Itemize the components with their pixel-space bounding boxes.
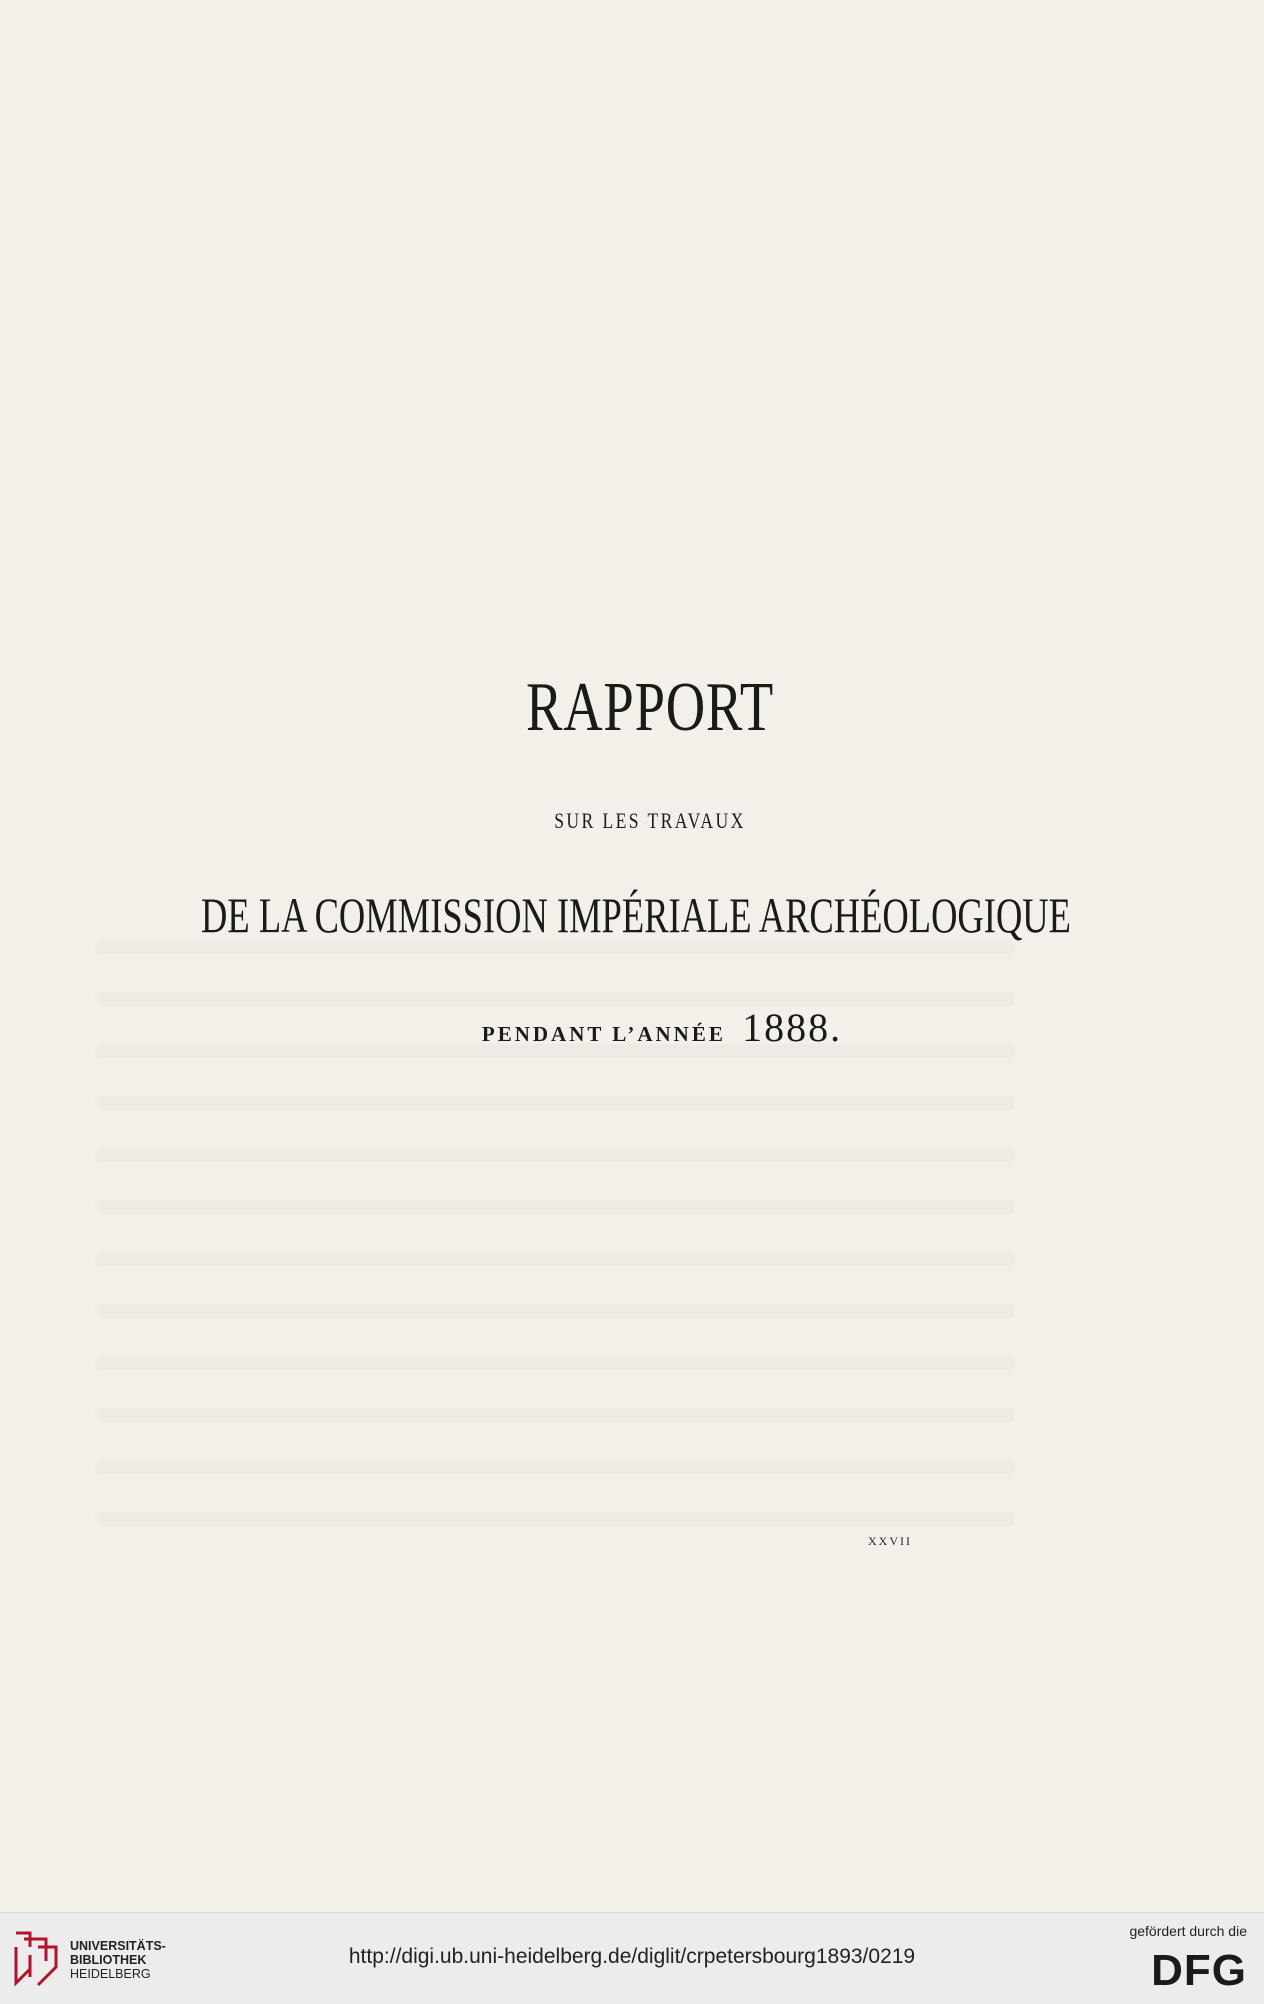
bleed-through-line xyxy=(95,1408,1015,1422)
library-name-line3: HEIDELBERG xyxy=(70,1967,151,1981)
library-name-line1: UNIVERSITÄTS- xyxy=(70,1939,166,1953)
permalink-url[interactable]: http://digi.ub.uni-heidelberg.de/diglit/crpetersbourg1893/0219 xyxy=(348,1945,916,1968)
bleed-through-line xyxy=(95,1096,1015,1110)
funding-label: gefördert durch die xyxy=(1129,1923,1247,1939)
bleed-through-line xyxy=(95,1460,1015,1474)
bleed-through-line xyxy=(95,1304,1015,1318)
subtitle: SUR LES TRAVAUX xyxy=(554,808,746,833)
library-name-line2: BIBLIOTHEK xyxy=(70,1953,147,1967)
page-title: RAPPORT xyxy=(526,669,774,746)
viewer-footer xyxy=(0,1912,1264,2004)
folio-number: XXVII xyxy=(868,1534,912,1548)
bleed-through-line xyxy=(95,1200,1015,1214)
bleed-through-line xyxy=(95,1356,1015,1370)
dfg-logo[interactable]: DFG xyxy=(1151,1946,1247,1995)
pendant-text: PENDANT L’ANNÉE xyxy=(481,1022,726,1046)
bleed-through-line xyxy=(95,1148,1015,1162)
year: 1888. xyxy=(742,1005,843,1050)
bleed-through-line xyxy=(95,1252,1015,1266)
bleed-through-line xyxy=(95,1512,1015,1526)
heading: DE LA COMMISSION IMPÉRIALE ARCHÉOLOGIQUE xyxy=(201,887,1071,943)
date-line xyxy=(30,1004,1264,1051)
